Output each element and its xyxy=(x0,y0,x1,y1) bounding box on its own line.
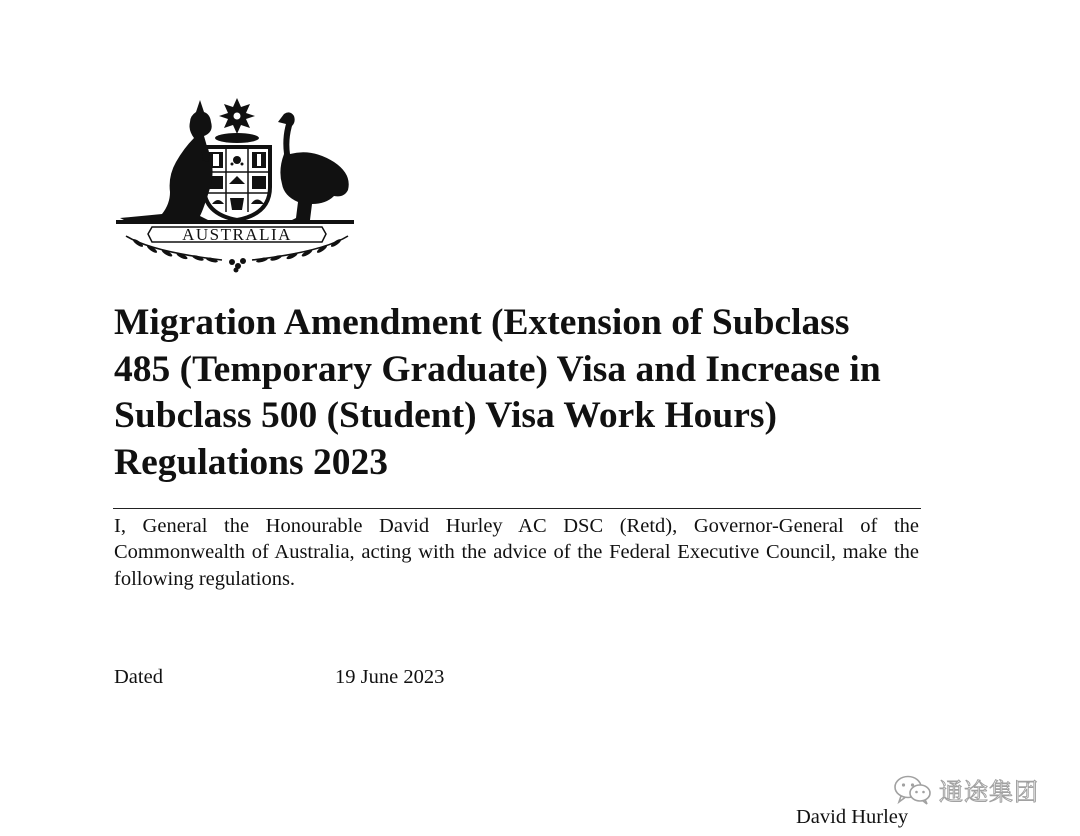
coat-of-arms-emblem xyxy=(112,92,358,276)
title-divider xyxy=(113,508,921,509)
crest-label: AUSTRALIA xyxy=(182,225,292,244)
title-line: Regulations 2023 xyxy=(114,441,388,483)
title-line: Subclass 500 (Student) Visa Work Hours) xyxy=(114,395,777,436)
signatory-name: David Hurley xyxy=(796,806,909,828)
watermark-text: 通途集团 xyxy=(939,778,1039,806)
enacting-preamble: I, General the Honourable David Hurley AC DSC (Retd), Governor-General of the Commonwealth of Australia, acting with the advice of the Federal Executive Council, make the following regulations. xyxy=(114,515,919,590)
dated-label: Dated xyxy=(114,666,163,688)
coat-of-arms-icon xyxy=(112,92,358,276)
watermark xyxy=(893,772,1039,807)
dated-value: 19 June 2023 xyxy=(335,666,445,688)
title-line: 485 (Temporary Graduate) Visa and Increase in xyxy=(114,348,881,390)
wechat-icon xyxy=(893,774,933,806)
title-line: Migration Amendment (Extension of Subclass xyxy=(114,302,850,343)
regulation-title xyxy=(114,300,994,486)
